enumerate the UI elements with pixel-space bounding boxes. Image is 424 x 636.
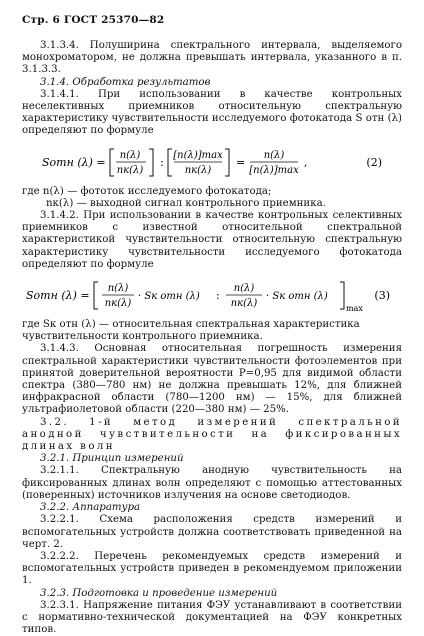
formula-2-svg [22,142,402,182]
formula-3-num2: n(λ) [233,283,255,295]
paragraph-3-2-1-1: 3.2.1.1. Спектральную анодную чувствительность на фиксированных длинах волн определяют с помощью аттестованных (поверенных) источников излучения на основе светодиодов. [22,465,402,501]
heading-3-2-2: 3.2.2. Аппаратура [40,502,141,514]
formula-3-mult1: · Sк отн (λ) [138,291,200,303]
formula-2-where-b: nк(λ) — выходной сигнал контрольного приемника. [46,197,326,209]
page-header: Стр. 6 ГОСТ 25370—82 [22,14,165,26]
heading-3-2-3: 3.2.3. Подготовка и проведение измерений [40,587,278,599]
heading-3-1-4: 3.1.4. Обработка результатов [40,76,211,88]
paragraph-3-1-4-2: 3.1.4.2. При использовании в качестве контрольных селективных приемников с известной относительной спектральной характеристикой чувствительности относительную спектральную характеристику чувствительности исследуемого фотокатода определяют по формуле [22,210,402,270]
formula-3-lhs: Sотн (λ) = [26,289,90,303]
formula-2-where-a: где n(λ) — фототок исследуемого фотокатода; [22,185,272,197]
formula-2-num2: [n(λ)]max [173,149,223,161]
section-3-2-title: 3.2. 1-й метод измерений спектральной анодной чувствительности на фиксированных длинах волн [22,416,402,453]
svg-text::: : [216,289,220,303]
formula-2-number: (2) [366,155,382,169]
formula-2-den3: [n(λ)]max [249,164,299,176]
paragraph-3-1-4-1: 3.1.4.1. При использовании в качестве контрольных неселективных приемников относительную спектральную характеристику чувствительности исследуемого фотокатода S отн (λ) определяют по формуле [22,88,402,137]
paragraph-3-2-3-1: 3.2.3.1. Напряжение питания ФЭУ устанавливают в соответствии с нормативно-технической документацией на ФЭУ конкретных типов. [22,599,402,636]
formula-2-num3: n(λ) [263,149,285,161]
document-body [22,40,402,636]
formula-3-den2: nк(λ) [230,298,258,310]
formula-3 [22,275,402,315]
paragraph-3-2-2-1: 3.2.2.1. Схема расположения средств измерений и вспомогательных устройств должна соответствовать приведенной на черт. 2. [22,514,402,550]
formula-2 [22,142,402,182]
heading-3-2-1: 3.2.1. Принцип измерений [40,453,184,465]
formula-2-num1: n(λ) [119,149,141,161]
paragraph-3-2-2-2: 3.2.2.2. Перечень рекомендуемых средств измерений и вспомогательных устройств приведен в рекомендуемом приложении 1. [22,550,402,587]
formula-3-sub: max [346,304,363,314]
formula-2-den2: nк(λ) [184,164,212,176]
formula-3-mult2: · Sк отн (λ) [266,291,328,303]
formula-2-lhs: Sотн (λ) = [42,155,106,169]
formula-3-num1: n(λ) [107,283,129,295]
formula-3-den1: nк(λ) [104,298,132,310]
svg-text:=: = [236,155,246,169]
paragraph-3-1-3-4: 3.1.3.4. Полуширина спектрального интервала, выделяемого монохроматором, не должна превышать интервала, указанного в п. 3.1.3.3. [22,40,402,76]
formula-3-svg [22,275,402,315]
formula-2-den1: nк(λ) [116,164,144,176]
paragraph-3-1-4-3: 3.1.4.3. Основная относительная погрешность измерения спектральной характеристики чувствительности фотоэлементов при принятой доверительной вероятности P=0,95 для видимой области спектра (380—780 нм) не должна превышать 12%, для ближней инфракрасной области (780—1200 нм) — 15%, для ближней ультрафиолетовой области (220—380 нм) — 25%. [22,343,402,416]
svg-text::: : [160,155,164,169]
formula-3-where: где Sк отн (λ) — относительная спектральная характеристика чувствительности контрольного приемника. [22,319,360,343]
svg-text:,: , [304,155,308,169]
formula-3-number: (3) [374,289,390,303]
